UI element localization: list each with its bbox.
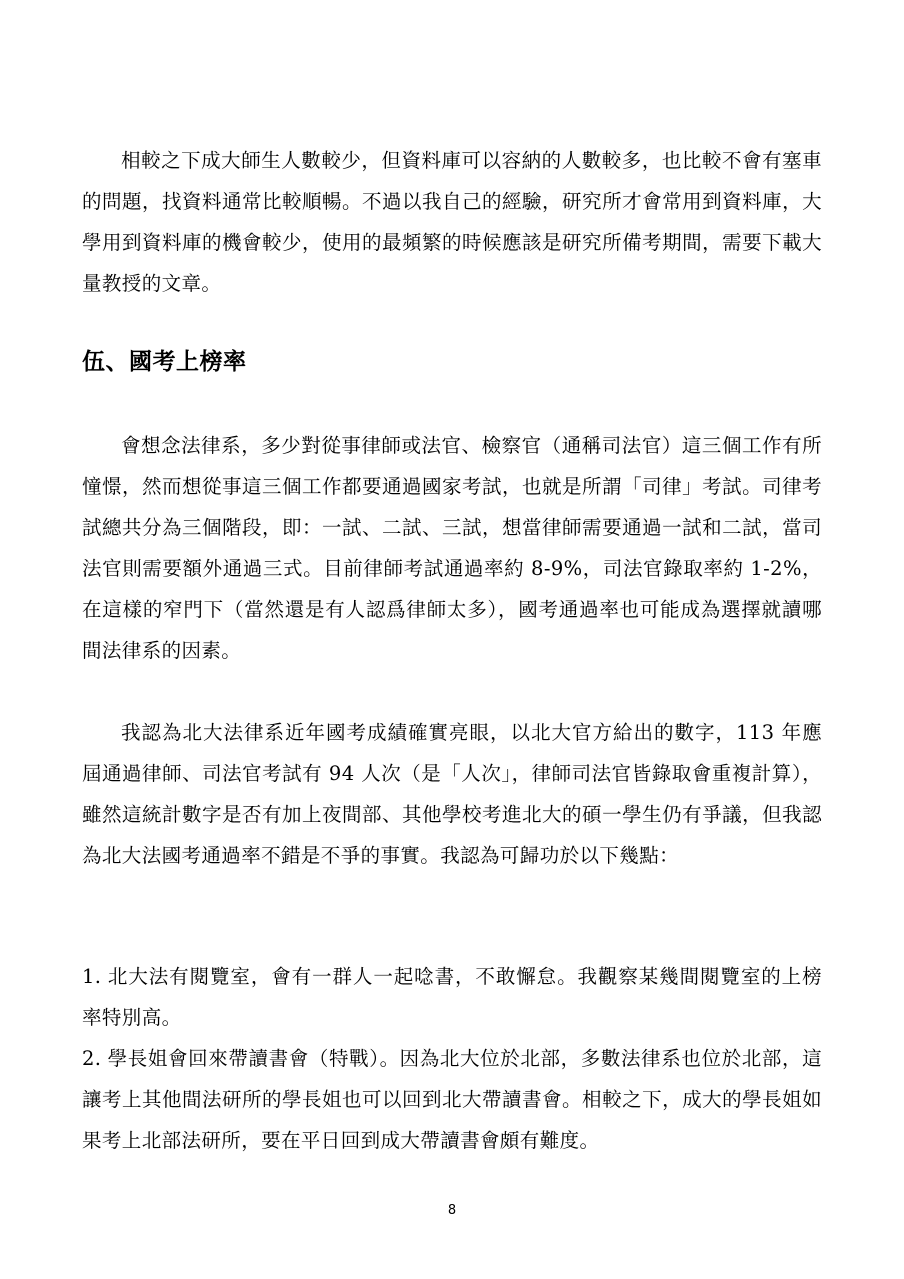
list-item [82, 1038, 822, 1161]
page-number: 8 [447, 1203, 457, 1218]
document-page [82, 0, 822, 1279]
section-heading: 伍、國考上榜率 [82, 349, 247, 375]
list-item-number: 1. [82, 965, 102, 988]
list-item-number: 2. [82, 1047, 102, 1070]
list-item-text: 學長姐會回來帶讀書會（特戰）。因為北大位於北部，多數法律系也位於北部，這讓考上其他間法研所的學長姐也可以回到北大帶讀書會。相較之下，成大的學長姐如果考上北部法研所，要在平日回到成大帶讀書會頗有難度。 [82, 1047, 822, 1152]
paragraph-exam-results: 我認為北大法律系近年國考成績確實亮眼，以北大官方給出的數字，113 年應屆通過律師、司法官考試有 94 人次（是「人次」，律師司法官皆錄取會重複計算），雖然這統計數字是否有加上夜間部、其他學校考進北大的碩一學生仍有爭議，但我認為北大法國考通過率不錯是不爭的事實。我認為可歸功於以下幾點： [82, 721, 822, 867]
list-item [82, 956, 822, 1038]
reasons-list [82, 956, 822, 1161]
paragraph-database-comparison: 相較之下成大師生人數較少，但資料庫可以容納的人數較多，也比較不會有塞車的問題，找資料通常比較順暢。不過以我自己的經驗，研究所才會常用到資料庫，大學用到資料庫的機會較少，使用的最頻繁的時候應該是研究所備考期間，需要下載大量教授的文章。 [82, 149, 822, 295]
list-item-text: 北大法有閱覽室，會有一群人一起唸書，不敢懈怠。我觀察某幾間閱覽室的上榜率特別高。 [82, 965, 822, 1029]
paragraph-exam-intro: 會想念法律系，多少對從事律師或法官、檢察官（通稱司法官）這三個工作有所憧憬，然而想從事這三個工作都要通過國家考試，也就是所謂「司律」考試。司律考試總共分為三個階段，即：一試、二試、三試，想當律師需要通過一試和二試，當司法官則需要額外通過三式。目前律師考試通過率約 8-9%，司法官錄取率約 1-2%，在這樣的窄門下（當然還是有人認爲律師太多），國考通過率也可能成為選擇就讀哪間法律系的因素。 [82, 434, 822, 662]
